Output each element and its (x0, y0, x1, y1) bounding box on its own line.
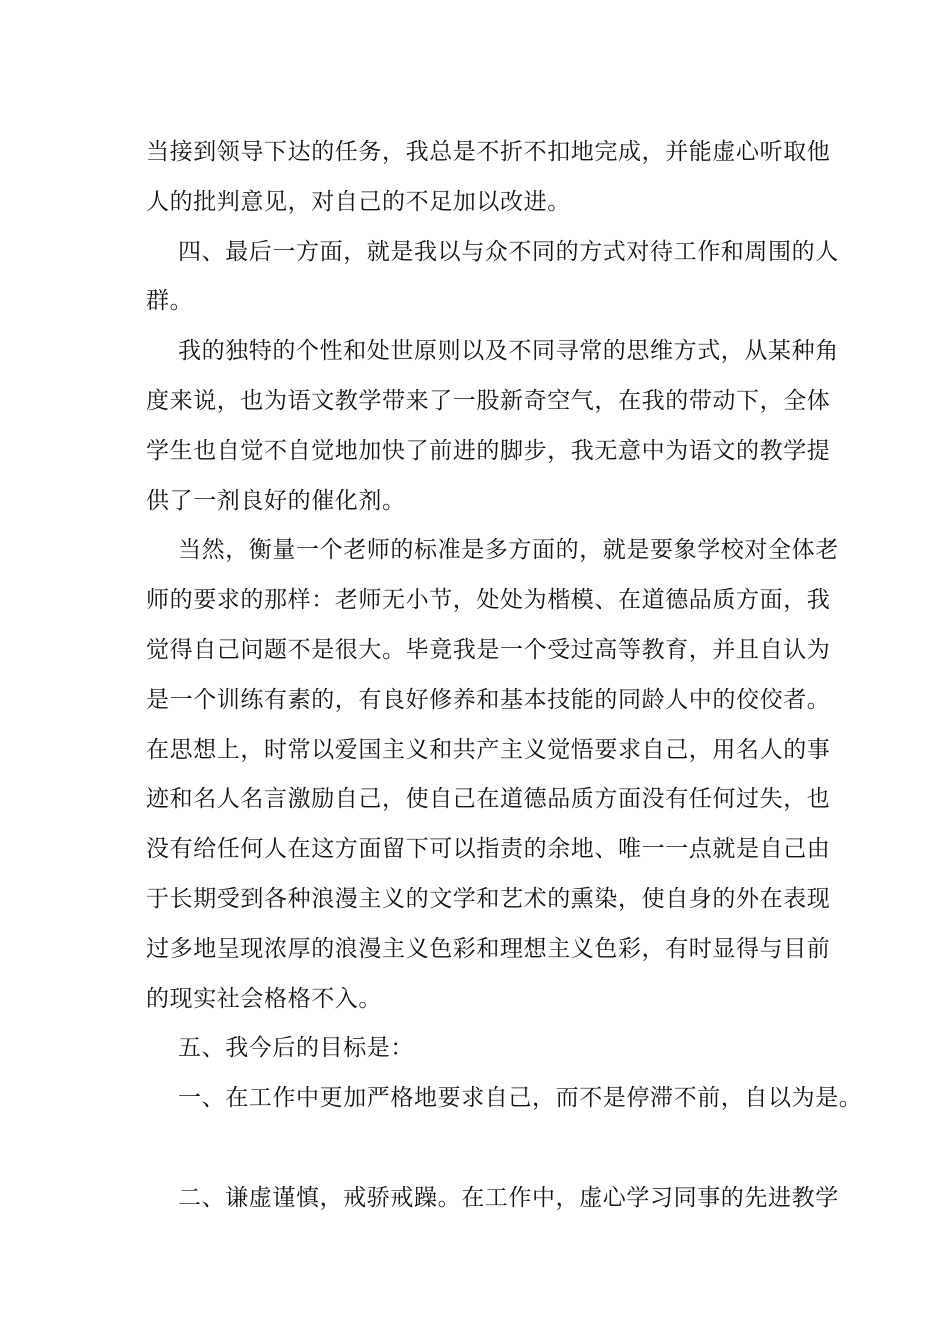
text-line: 人的批判意见，对自己的不足加以改进。 (146, 188, 571, 215)
text-line: 觉得自己问题不是很大。毕竟我是一个受过高等教育，并且自认为 (146, 636, 831, 663)
text-line: 当然，衡量一个老师的标准是多方面的，就是要象学校对全体老 (178, 537, 839, 564)
text-line: 群。 (146, 288, 194, 315)
blank-line (146, 1124, 826, 1174)
document-body (146, 128, 863, 1224)
text-line: 二、谦虚谨慎，戒骄戒躁。在工作中，虚心学习同事的先进教学 (178, 1184, 839, 1211)
text-line: 师的要求的那样：老师无小节，处处为楷模、在道德品质方面，我 (146, 587, 831, 614)
text-line: 四、最后一方面，就是我以与众不同的方式对待工作和周围的人 (178, 238, 839, 265)
text-line: 是一个训练有素的，有良好修养和基本技能的同龄人中的佼佼者。 (146, 686, 831, 713)
text-line: 供了一剂良好的催化剂。 (146, 487, 406, 514)
text-line: 在思想上，时常以爱国主义和共产主义觉悟要求自己，用名人的事 (146, 736, 831, 763)
text-line: 的现实社会格格不入。 (146, 985, 382, 1012)
text-line: 一、在工作中更加严格地要求自己，而不是停滞不前，自以为是。 (178, 1085, 863, 1112)
text-line: 度来说，也为语文教学带来了一股新奇空气，在我的带动下，全体 (146, 387, 831, 414)
text-line: 于长期受到各种浪漫主义的文学和艺术的熏染，使自身的外在表现 (146, 885, 831, 912)
text-line: 过多地呈现浓厚的浪漫主义色彩和理想主义色彩，有时显得与目前 (146, 935, 831, 962)
text-line: 学生也自觉不自觉地加快了前进的脚步，我无意中为语文的教学提 (146, 437, 831, 464)
text-line: 没有给任何人在这方面留下可以指责的余地、唯一一点就是自己由 (146, 836, 831, 863)
text-line: 我的独特的个性和处世原则以及不同寻常的思维方式，从某种角 (178, 338, 839, 365)
text-line: 五、我今后的目标是： (178, 1035, 414, 1062)
text-line: 迹和名人名言激励自己，使自己在道德品质方面没有任何过失，也 (146, 786, 831, 813)
text-line: 当接到领导下达的任务，我总是不折不扣地完成，并能虚心听取他 (146, 139, 831, 165)
